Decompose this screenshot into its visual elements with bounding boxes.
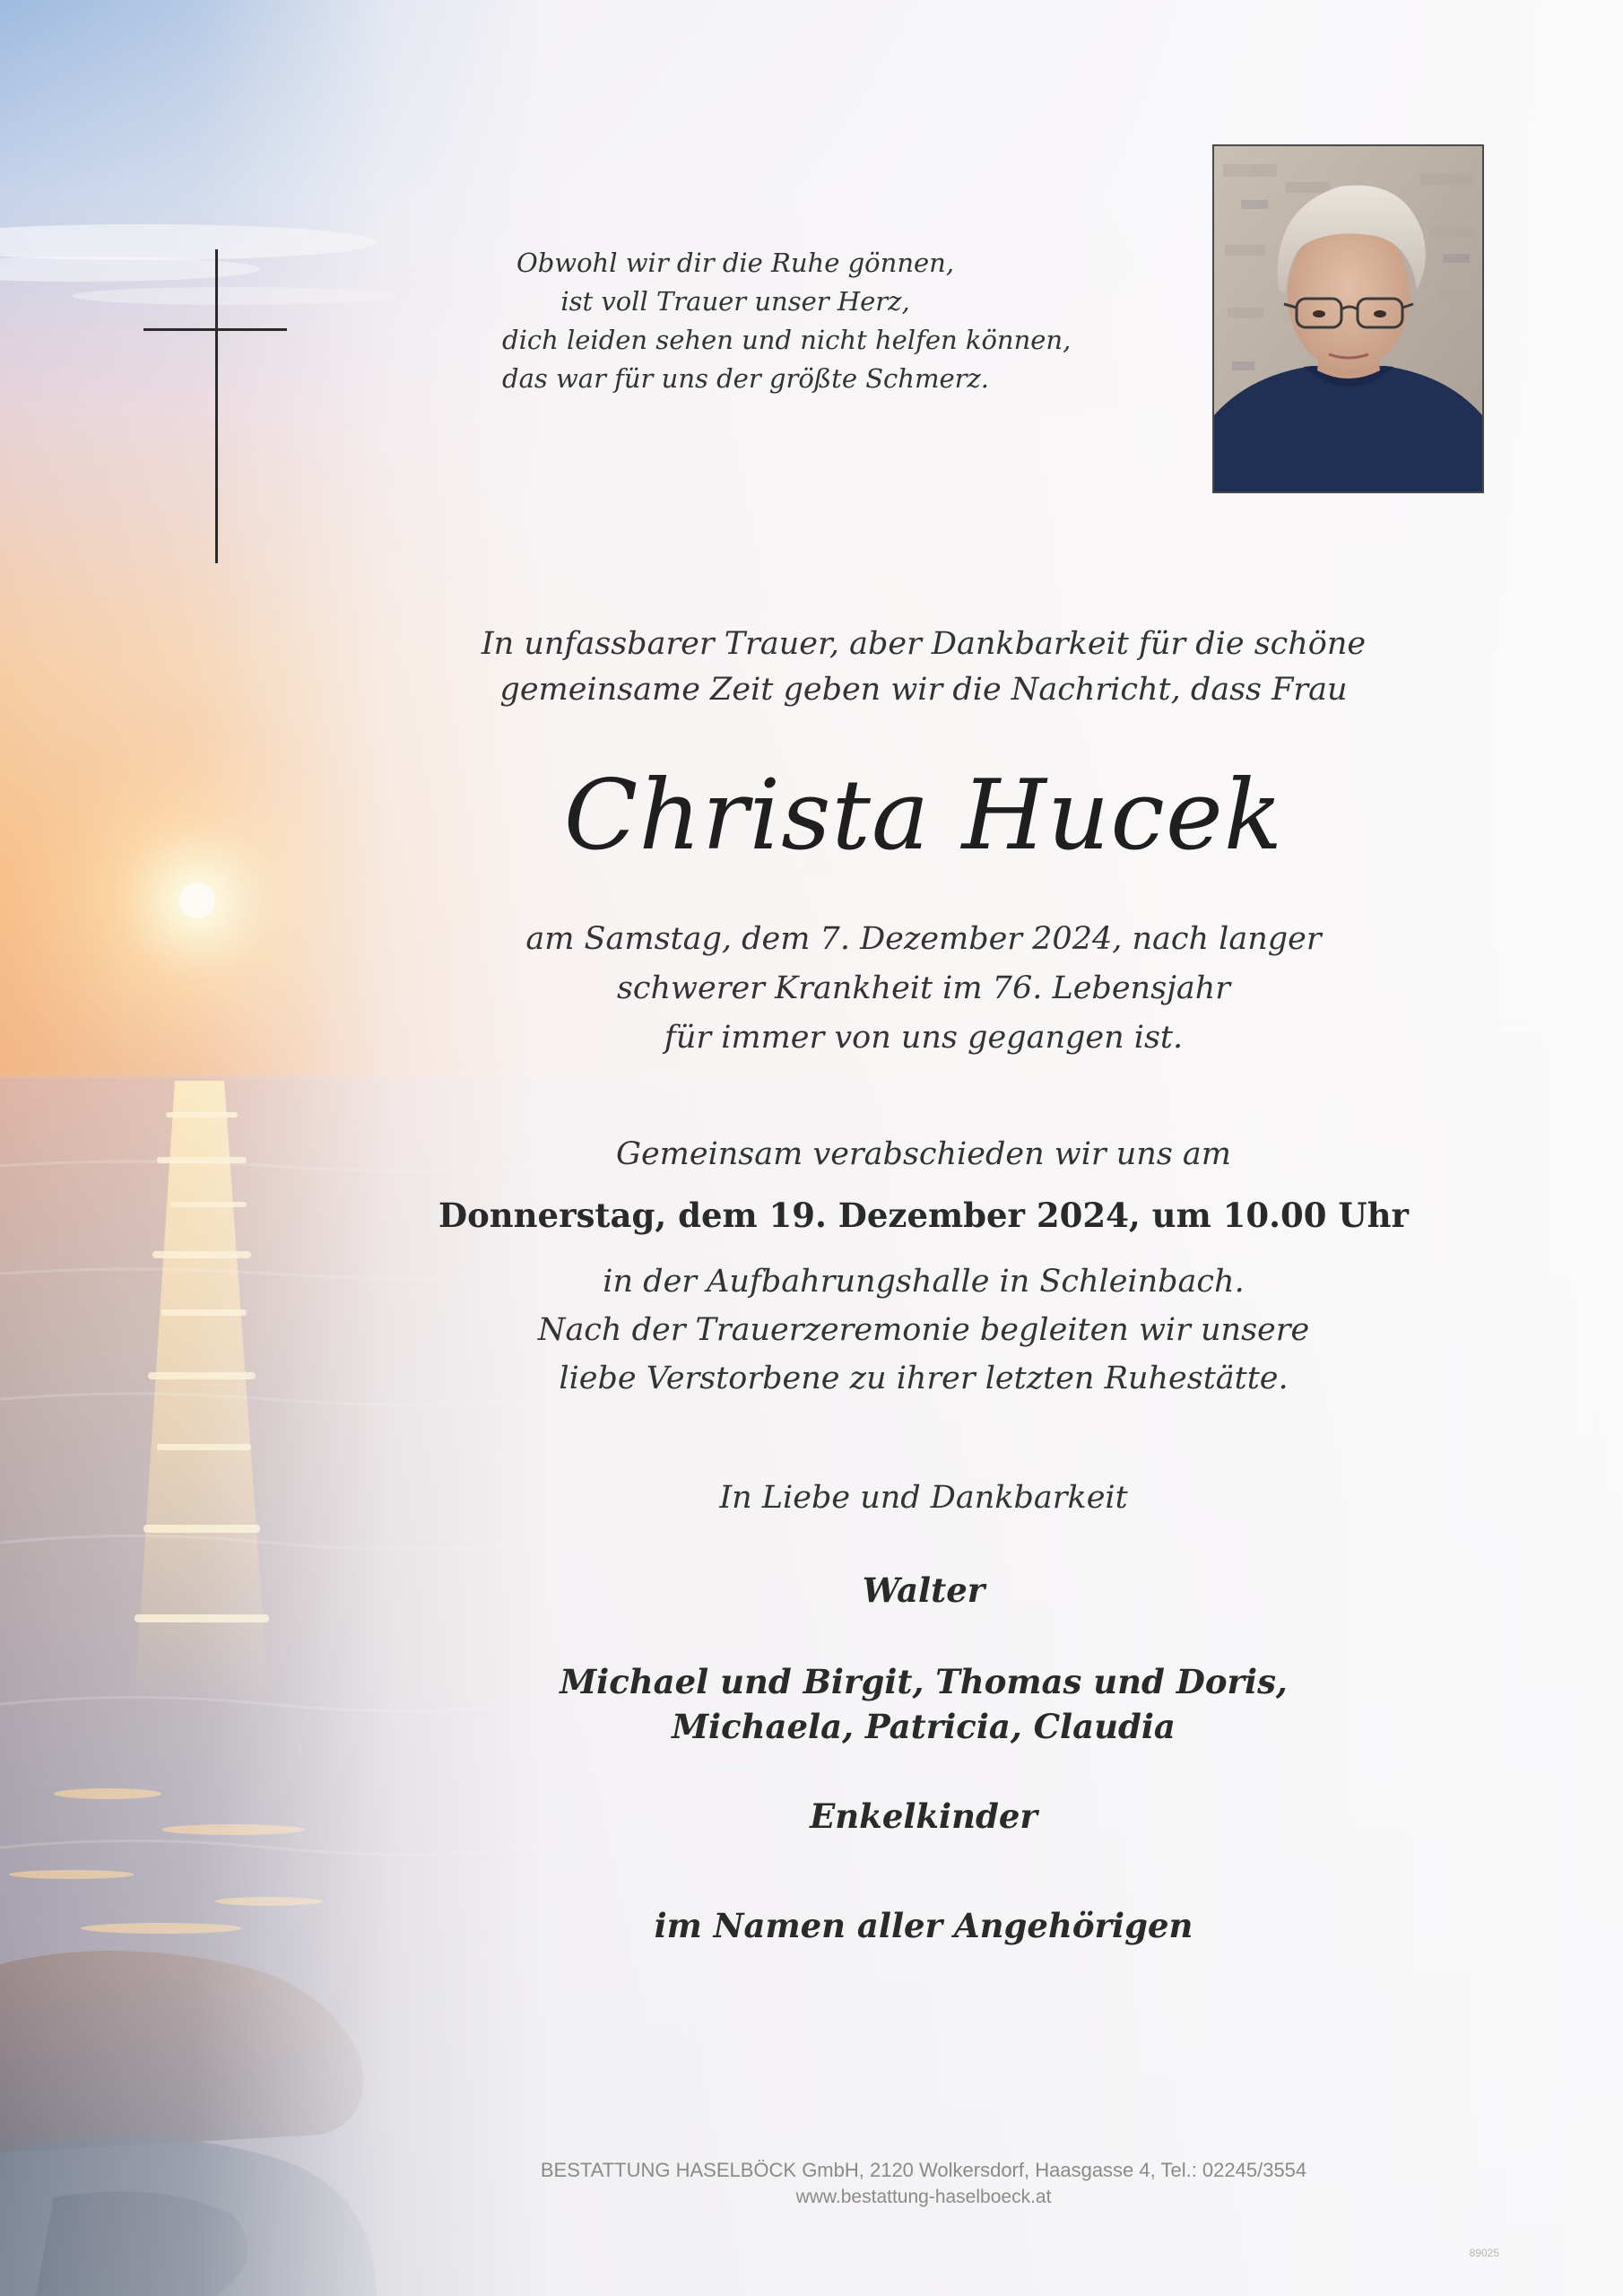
poem-line: Obwohl wir dir die Ruhe gönnen, — [516, 248, 955, 278]
footer — [430, 2157, 1417, 2211]
family-children-line: Michaela, Patricia, Claudia — [672, 1707, 1176, 1746]
poem-line: dich leiden sehen und nicht helfen können, — [502, 325, 1072, 355]
family-children-line: Michael und Birgit, Thomas und Doris, — [560, 1662, 1288, 1701]
passing-line: schwerer Krankheit im 76. Lebensjahr — [616, 970, 1231, 1006]
poem-line: das war für uns der größte Schmerz. — [502, 363, 989, 394]
service-intro: Gemeinsam verabschieden wir uns am — [616, 1136, 1231, 1172]
family-grandchildren: Enkelkinder — [810, 1796, 1037, 1836]
family-spouse: Walter — [862, 1570, 985, 1610]
service-place-line: Nach der Trauerzeremonie begleiten wir unsere — [537, 1312, 1310, 1348]
announcement-line: gemeinsame Zeit geben wir die Nachricht, dass Frau — [499, 672, 1348, 708]
announcement-line: In unfassbarer Trauer, aber Dankbarkeit für die schöne — [481, 626, 1367, 662]
portrait-photo — [1212, 144, 1484, 493]
closing-phrase: In Liebe und Dankbarkeit — [719, 1480, 1128, 1516]
service-place — [430, 1257, 1417, 1403]
footer-website: www.bestattung-haselboeck.at — [795, 2187, 1052, 2207]
print-code: 89025 — [1469, 2247, 1499, 2259]
service-place-line: in der Aufbahrungshalle in Schleinbach. — [603, 1264, 1245, 1300]
family-children — [430, 1659, 1417, 1749]
passing-line: für immer von uns gegangen ist. — [664, 1020, 1184, 1056]
passing-details — [430, 915, 1417, 1063]
announcement — [430, 622, 1417, 713]
service-date: Donnerstag, dem 19. Dezember 2024, um 10.00 Uhr — [438, 1196, 1409, 1235]
service-place-line: liebe Verstorbene zu ihrer letzten Ruhestätte. — [559, 1361, 1289, 1396]
poem-line: ist voll Trauer unser Herz, — [560, 286, 910, 317]
cross-icon — [143, 249, 287, 563]
footer-company: BESTATTUNG HASELBÖCK GmbH, 2120 Wolkersdorf, Haasgasse 4, Tel.: 02245/3554 — [540, 2159, 1307, 2181]
passing-line: am Samstag, dem 7. Dezember 2024, nach langer — [525, 921, 1322, 957]
family-all-relatives: im Namen aller Angehörigen — [654, 1906, 1193, 1945]
poem — [502, 244, 1072, 398]
deceased-name: Christa Hucek — [563, 760, 1284, 872]
